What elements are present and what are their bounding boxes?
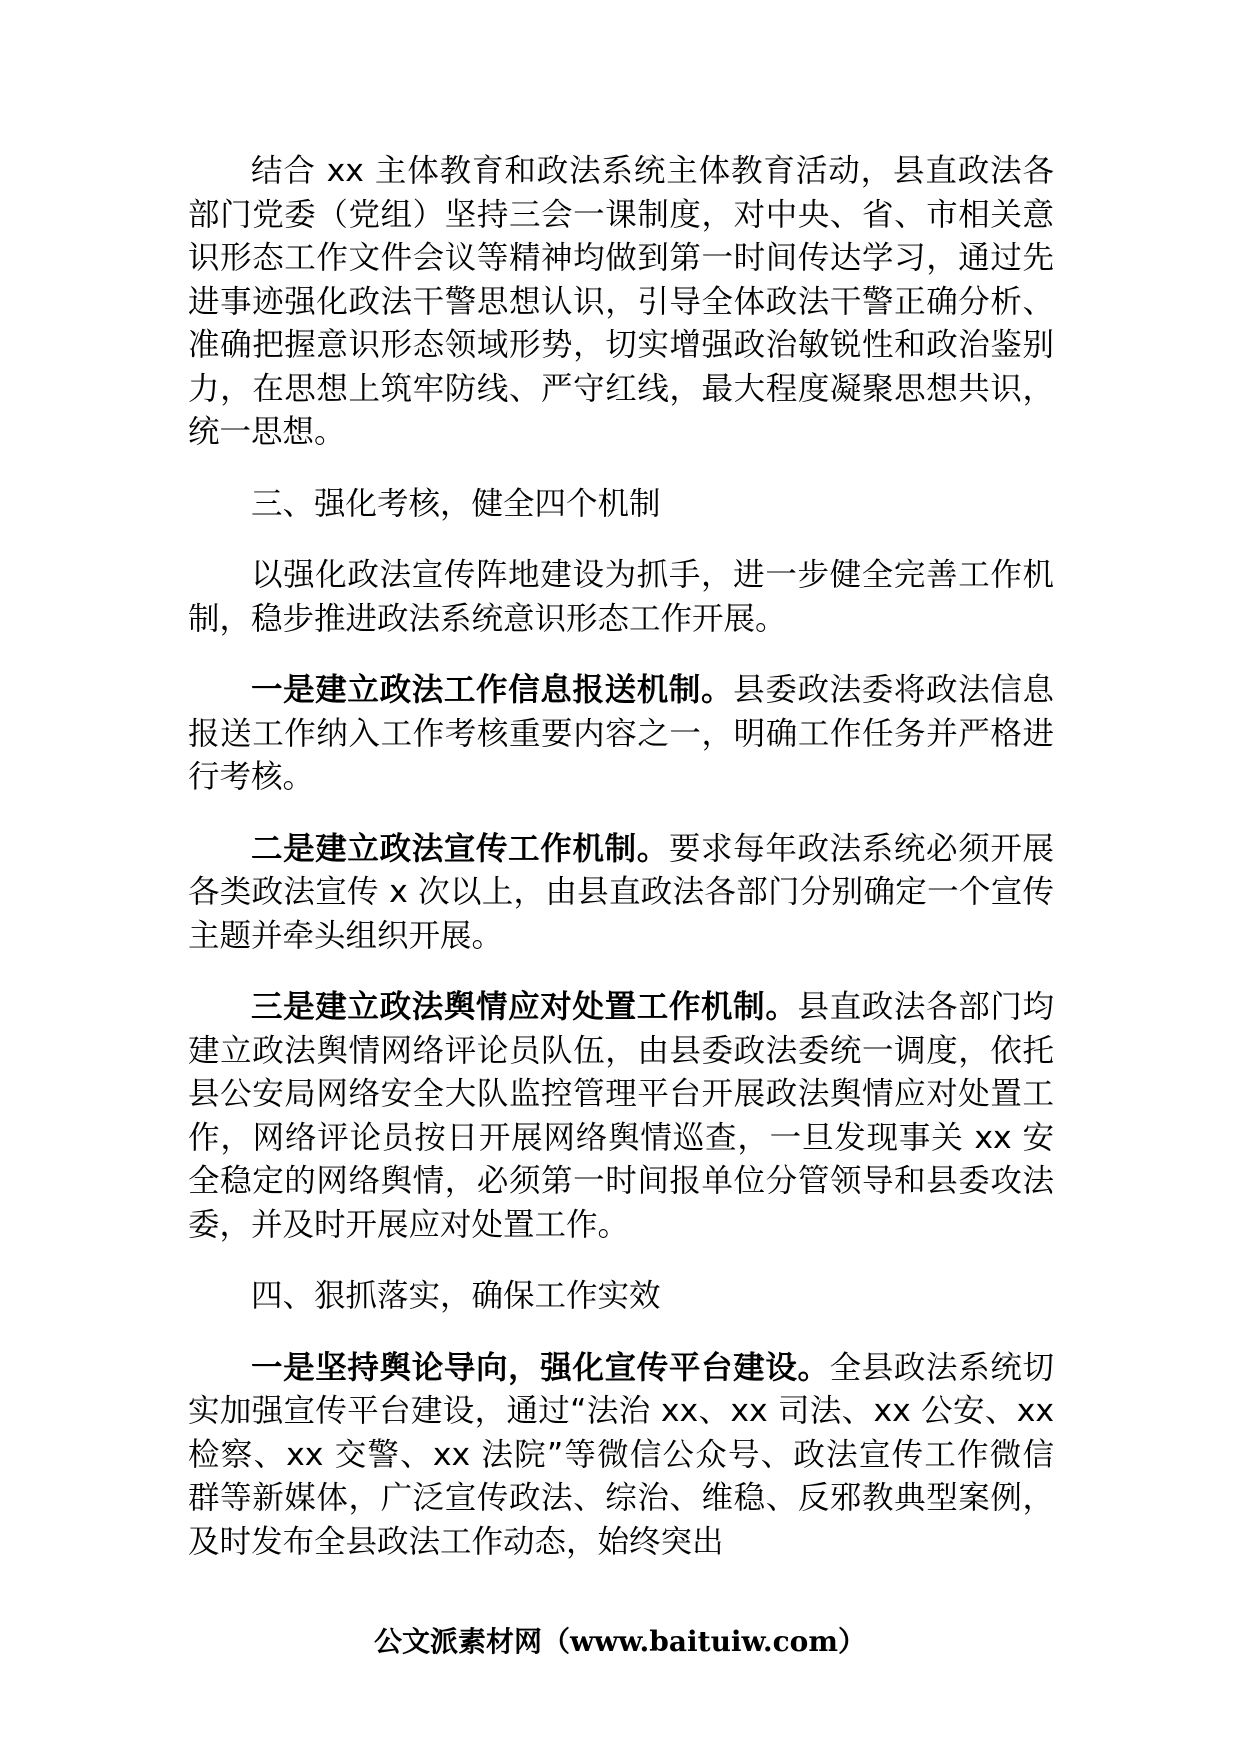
paragraph-text: 县委政法委将政法信息报送工作纳入工作考核重要内容之一，明确工作任务并严格进行考核。: [188, 672, 1054, 795]
paragraph: [188, 828, 1054, 959]
paragraph: [188, 1347, 1054, 1565]
section-heading-text: 四、狠抓落实，确保工作实效: [251, 1278, 661, 1314]
paragraph-lead: 三是建立政法舆情应对处置工作机制。: [251, 989, 798, 1025]
section-heading: [188, 483, 1054, 527]
paragraph: [188, 669, 1054, 800]
paragraph-text: 以强化政法宣传阵地建设为抓手，进一步健全完善工作机制，稳步推进政法系统意识形态工作开展。: [188, 557, 1054, 637]
paragraph-lead: 一是坚持舆论导向，强化宣传平台建设。: [251, 1349, 830, 1386]
paragraph: [188, 986, 1054, 1247]
paragraph: [188, 554, 1054, 641]
section-heading-text: 三、强化考核，健全四个机制: [251, 485, 661, 522]
paragraph-text: 结合 xx 主体教育和政法系统主体教育活动，县直政法各部门党委（党组）坚持三会一课制度，对中央、省、市相关意识形态工作文件会议等精神均做到第一时间传达学习，通过先进事迹强化政法干警思想认识，引导全体政法干警正确分析、准确把握意识形态领域形势，切实增强政治敏锐性和政治鉴别力，在思想上筑牢防线、严守红线，最大程度凝聚思想共识，统一思想。: [188, 153, 1054, 450]
paragraph-text: 全县政法系统切实加强宣传平台建设，通过“法治 xx、xx 司法、xx 公安、xx 检察、xx 交警、xx 法院”等微信公众号、政法宣传工作微信群等新媒体，广泛宣传政法、综治、维稳、反邪教典型案例，及时发布全县政法工作动态，始终突出: [188, 1349, 1054, 1560]
paragraph-text: 县直政法各部门均建立政法舆情网络评论员队伍，由县委政法委统一调度，依托县公安局网络安全大队监控管理平台开展政法舆情应对处置工作，网络评论员按日开展网络舆情巡查，一旦发现事关 xx 安全稳定的网络舆情，必须第一时间报单位分管领导和县委攻法委，并及时开展应对处置工作。: [188, 989, 1054, 1243]
paragraph-lead: 二是建立政法宣传工作机制。: [251, 830, 669, 867]
footer-text: 公文派素材网（www.baituiw.com）: [374, 1625, 866, 1658]
paragraph-text: 要求每年政法系统必须开展各类政法宣传 x 次以上，由县直政法各部门分别确定一个宣传主题并牵头组织开展。: [188, 830, 1054, 954]
paragraph-lead: 一是建立政法工作信息报送机制。: [251, 672, 734, 708]
document-body: [188, 150, 1054, 1592]
section-heading: [188, 1275, 1054, 1319]
page-footer: [0, 1622, 1240, 1662]
paragraph: [188, 150, 1054, 455]
